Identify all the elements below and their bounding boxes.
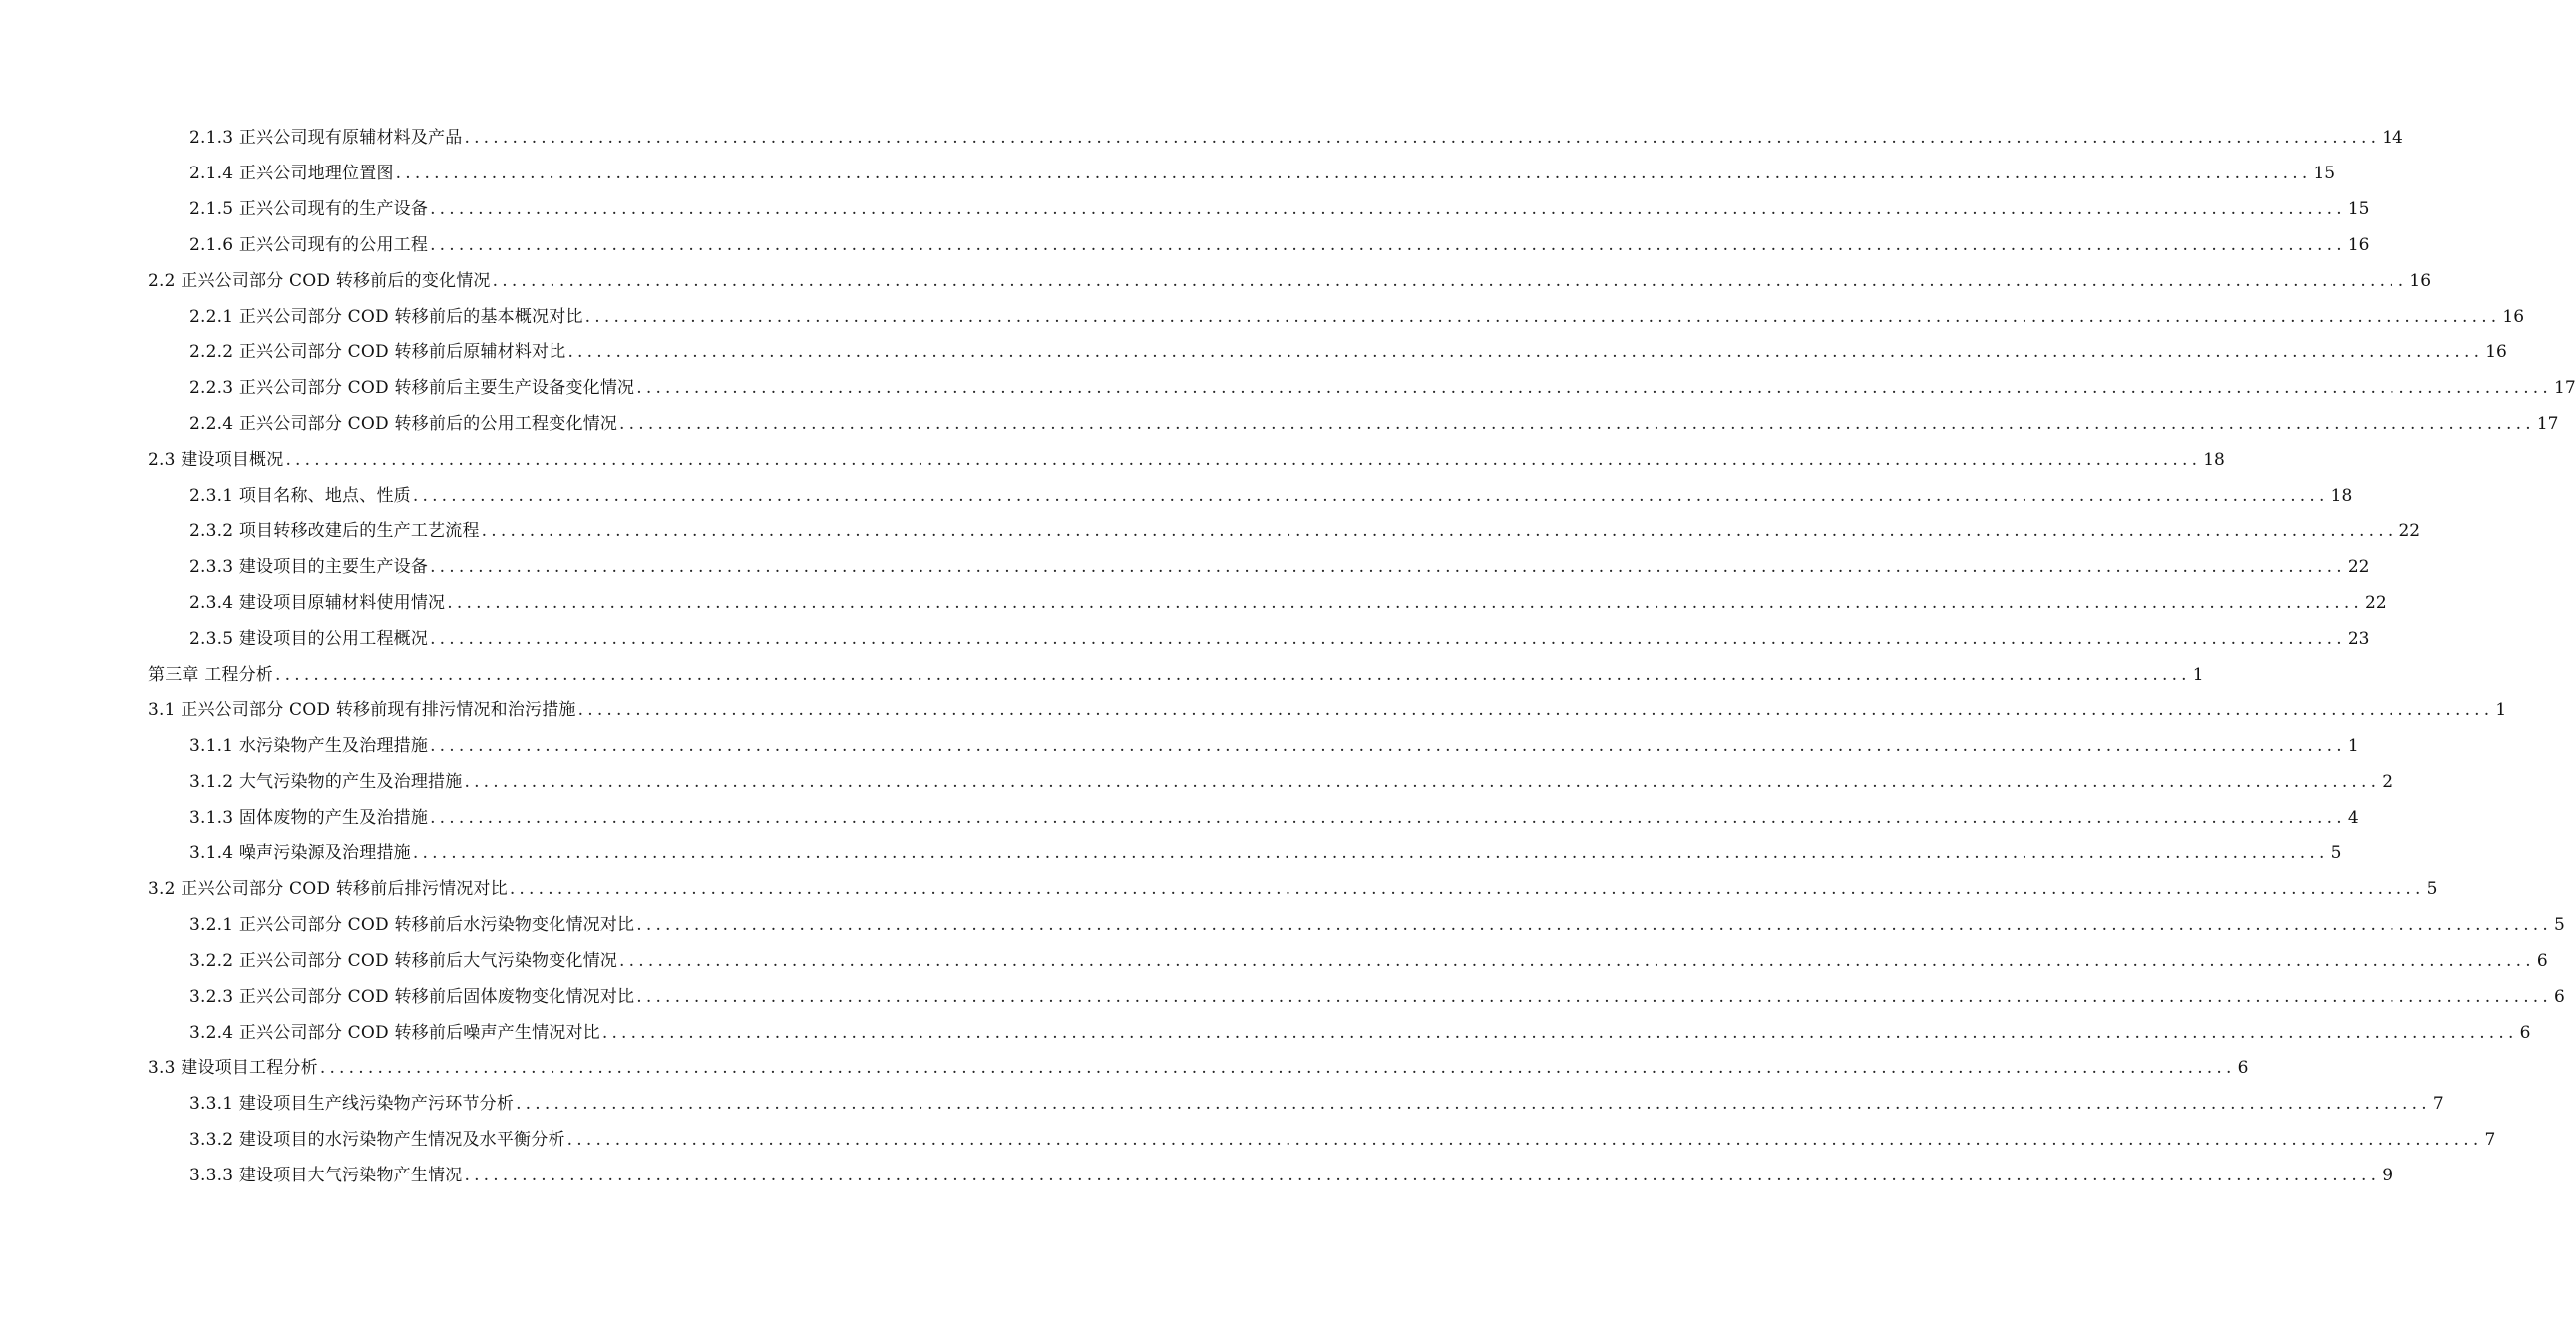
toc-dot-leader: ........................................................................................................................................................................................................: [509, 878, 2425, 899]
toc-entry-label: 第三章 工程分析: [148, 664, 274, 685]
toc-entry[interactable]: [148, 696, 2507, 724]
toc-entry[interactable]: [189, 1162, 2393, 1189]
toc-dot-leader: ........................................................................................................................................................................................................: [577, 700, 2494, 721]
toc-entry[interactable]: [189, 947, 2548, 975]
toc-entry[interactable]: [148, 1054, 2249, 1082]
toc-page-number: 14: [2382, 128, 2403, 148]
toc-dot-leader: ........................................................................................................................................................................................................: [601, 1022, 2518, 1043]
toc-entry[interactable]: [189, 983, 2565, 1011]
toc-entry[interactable]: [189, 517, 2421, 545]
toc-page-number: 6: [2554, 986, 2565, 1007]
toc-entry[interactable]: [189, 195, 2370, 223]
toc-entry[interactable]: [189, 160, 2336, 187]
toc-entry[interactable]: [148, 267, 2432, 295]
toc-page-number: 18: [2330, 486, 2353, 505]
toc-entry[interactable]: [189, 410, 2559, 438]
toc-page-number: 16: [2409, 270, 2432, 291]
toc-page-number: 2: [2382, 772, 2393, 793]
toc-page-number: 6: [2536, 950, 2548, 971]
toc-entry-label: 2.3 建设项目概况: [148, 450, 284, 471]
toc-page-number: 17: [2536, 414, 2559, 435]
toc-page-number: 16: [2347, 234, 2370, 255]
toc-entry[interactable]: [189, 482, 2353, 509]
toc-page-number: 1: [2192, 664, 2204, 685]
toc-dot-leader: ........................................................................................................................................................................................................: [430, 556, 2346, 577]
toc-page-number: 9: [2382, 1166, 2393, 1186]
toc-entry-label: 2.1.6 正兴公司现有的公用工程: [189, 234, 429, 255]
toc-dot-leader: ........................................................................................................................................................................................................: [464, 772, 2381, 793]
toc-entry-label: 3.3.3 建设项目大气污染物产生情况: [189, 1166, 463, 1186]
toc-page-number: 16: [2502, 306, 2525, 327]
toc-entry[interactable]: [189, 589, 2387, 617]
toc-entry-label: 2.1.5 正兴公司现有的生产设备: [189, 198, 429, 219]
toc-page-number: 6: [2237, 1058, 2249, 1079]
toc-dot-leader: ........................................................................................................................................................................................................: [636, 986, 2553, 1007]
toc-dot-leader: ........................................................................................................................................................................................................: [430, 198, 2346, 219]
toc-page-number: 1: [2495, 700, 2507, 721]
toc-dot-leader: ........................................................................................................................................................................................................: [319, 1058, 2236, 1079]
toc-entry[interactable]: [189, 231, 2370, 259]
toc-dot-leader: ........................................................................................................................................................................................................: [567, 342, 2484, 363]
toc-page-number: 7: [2484, 1130, 2496, 1151]
toc-entry-label: 3.1.1 水污染物产生及治理措施: [189, 736, 429, 757]
toc-dot-leader: ........................................................................................................................................................................................................: [285, 450, 2202, 471]
toc-entry-label: 2.1.4 正兴公司地理位置图: [189, 163, 394, 183]
toc-entry-label: 2.3.5 建设项目的公用工程概况: [189, 628, 429, 649]
toc-page-number: 22: [2347, 556, 2370, 577]
toc-dot-leader: ........................................................................................................................................................................................................: [619, 414, 2535, 435]
toc-entry-label: 3.1 正兴公司部分 COD 转移前现有排污情况和治污措施: [148, 700, 576, 721]
toc-entry[interactable]: [189, 911, 2565, 939]
toc-entry[interactable]: [189, 1126, 2496, 1154]
toc-dot-leader: ........................................................................................................................................................................................................: [464, 128, 2381, 148]
toc-page-number: 18: [2203, 450, 2225, 471]
toc-dot-leader: ........................................................................................................................................................................................................: [447, 592, 2364, 613]
toc-dot-leader: ........................................................................................................................................................................................................: [516, 1094, 2431, 1115]
toc-entry[interactable]: [189, 839, 2342, 867]
toc-dot-leader: ........................................................................................................................................................................................................: [412, 843, 2329, 863]
toc-entry-label: 3.2.3 正兴公司部分 COD 转移前后固体废物变化情况对比: [189, 986, 635, 1007]
toc-page-number: 4: [2347, 808, 2359, 829]
toc-entry[interactable]: [189, 768, 2393, 796]
toc-page-number: 22: [2365, 592, 2387, 613]
toc-entry-label: 2.2.3 正兴公司部分 COD 转移前后主要生产设备变化情况: [189, 378, 635, 399]
toc-dot-leader: ........................................................................................................................................................................................................: [492, 270, 2408, 291]
toc-entry[interactable]: [189, 303, 2525, 331]
toc-dot-leader: ........................................................................................................................................................................................................: [636, 914, 2553, 935]
toc-entry-label: 2.3.3 建设项目的主要生产设备: [189, 556, 429, 577]
toc-dot-leader: ........................................................................................................................................................................................................: [430, 808, 2346, 829]
toc-entry[interactable]: [189, 1090, 2444, 1118]
toc-entry[interactable]: [189, 374, 2576, 402]
toc-dot-leader: ........................................................................................................................................................................................................: [412, 486, 2329, 505]
toc-entry[interactable]: [189, 1019, 2531, 1047]
toc-entry[interactable]: [148, 875, 2438, 903]
toc-entry-label: 3.2.1 正兴公司部分 COD 转移前后水污染物变化情况对比: [189, 914, 635, 935]
toc-dot-leader: ........................................................................................................................................................................................................: [636, 378, 2553, 399]
toc-entry-label: 2.3.2 项目转移改建后的生产工艺流程: [189, 520, 480, 541]
toc-entry-label: 3.1.4 噪声污染源及治理措施: [189, 843, 411, 863]
toc-page-number: 1: [2347, 736, 2359, 757]
toc-entry[interactable]: [148, 446, 2225, 474]
toc-entry-label: 3.2.2 正兴公司部分 COD 转移前后大气污染物变化情况: [189, 950, 618, 971]
toc-entry[interactable]: [189, 804, 2359, 832]
toc-dot-leader: ........................................................................................................................................................................................................: [275, 664, 2191, 685]
toc-entry-label: 3.3.1 建设项目生产线污染物产污环节分析: [189, 1094, 515, 1115]
toc-dot-leader: ........................................................................................................................................................................................................: [430, 736, 2346, 757]
toc-dot-leader: ........................................................................................................................................................................................................: [566, 1130, 2483, 1151]
toc-entry[interactable]: [148, 661, 2204, 689]
toc-entry-label: 2.2.1 正兴公司部分 COD 转移前后的基本概况对比: [189, 306, 583, 327]
toc-entry-label: 3.2.4 正兴公司部分 COD 转移前后噪声产生情况对比: [189, 1022, 600, 1043]
toc-entry-label: 2.1.3 正兴公司现有原辅材料及产品: [189, 128, 463, 148]
toc-entry[interactable]: [189, 124, 2403, 152]
toc-dot-leader: ........................................................................................................................................................................................................: [464, 1166, 2381, 1186]
toc-page-number: 5: [2426, 878, 2438, 899]
toc-page-number: 6: [2519, 1022, 2531, 1043]
toc-page-number: 17: [2554, 378, 2576, 399]
toc-dot-leader: ........................................................................................................................................................................................................: [481, 520, 2397, 541]
toc-dot-leader: ........................................................................................................................................................................................................: [584, 306, 2501, 327]
toc-page-number: 22: [2398, 520, 2421, 541]
toc-entry-label: 3.3 建设项目工程分析: [148, 1058, 318, 1079]
toc-dot-leader: ........................................................................................................................................................................................................: [430, 628, 2346, 649]
toc-page-number: 15: [2313, 163, 2336, 183]
toc-page-number: 5: [2554, 914, 2565, 935]
toc-entry[interactable]: [189, 625, 2370, 653]
toc-entry-label: 2.2.4 正兴公司部分 COD 转移前后的公用工程变化情况: [189, 414, 618, 435]
toc-entry-label: 3.1.3 固体废物的产生及治措施: [189, 808, 429, 829]
toc-entry-label: 3.3.2 建设项目的水污染物产生情况及水平衡分析: [189, 1130, 565, 1151]
toc-dot-leader: ........................................................................................................................................................................................................: [430, 234, 2346, 255]
toc-entry[interactable]: [189, 553, 2370, 581]
toc-entry[interactable]: [189, 732, 2359, 760]
toc-entry-label: 3.2 正兴公司部分 COD 转移前后排污情况对比: [148, 878, 508, 899]
toc-page-number: 15: [2347, 198, 2370, 219]
toc-dot-leader: ........................................................................................................................................................................................................: [619, 950, 2535, 971]
toc-dot-leader: ........................................................................................................................................................................................................: [395, 163, 2312, 183]
toc-page-number: 7: [2432, 1094, 2444, 1115]
toc-entry-label: 2.3.1 项目名称、地点、性质: [189, 486, 411, 505]
toc-entry-label: 2.2.2 正兴公司部分 COD 转移前后原辅材料对比: [189, 342, 566, 363]
toc-entry-label: 2.2 正兴公司部分 COD 转移前后的变化情况: [148, 270, 491, 291]
toc-entry-label: 2.3.4 建设项目原辅材料使用情况: [189, 592, 446, 613]
toc-page-number: 5: [2330, 843, 2342, 863]
toc-entry[interactable]: [189, 338, 2507, 366]
toc-page-number: 23: [2347, 628, 2370, 649]
toc-entry-label: 3.1.2 大气污染物的产生及治理措施: [189, 772, 463, 793]
toc-page-number: 16: [2485, 342, 2507, 363]
